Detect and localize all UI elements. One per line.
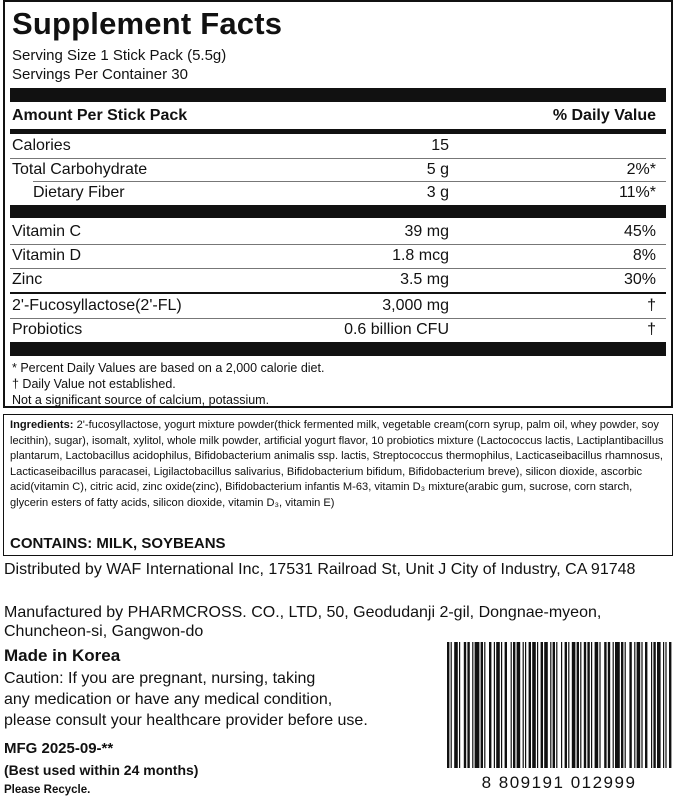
row-divider (33, 181, 666, 182)
barcode-bar (481, 642, 483, 768)
barcode-bar (653, 642, 655, 768)
serving-size: Serving Size 1 Stick Pack (5.5g) (12, 47, 227, 64)
nutrient-dv: 45% (623, 223, 656, 240)
barcode-bar (591, 642, 592, 768)
nutrient-name: Dietary Fiber (33, 184, 125, 201)
barcode-bar (580, 642, 581, 768)
barcode-bar (537, 642, 538, 768)
recycle-note: Please Recycle. (4, 784, 91, 796)
barcode-bar (641, 642, 642, 768)
caution-line: Caution: If you are pregnant, nursing, taking (4, 670, 316, 687)
panel-title: Supplement Facts (12, 6, 283, 41)
manufactured-by: Manufactured by PHARMCROSS. CO., LTD, 50, Geodudanji 2-gil, Dongnae-myeon, Chuncheon-si, Gangwon-do (4, 604, 602, 640)
nutrient-dv: 11%* (618, 184, 656, 201)
nutrient-name: Total Carbohydrate (12, 161, 148, 178)
barcode-bar (464, 642, 466, 768)
caution-line: please consult your healthcare provider before use. (4, 712, 368, 729)
row-divider (10, 158, 666, 159)
nutrient-amount: 3.5 mg (400, 271, 449, 288)
nutrient-amount: 5 g (426, 161, 449, 178)
supplement-facts-panel (3, 0, 673, 408)
nutrient-amount: 1.8 mcg (392, 247, 449, 264)
nutrient-name: 2'-Fucosyllactose(2'-FL) (12, 297, 182, 314)
barcode-bar (634, 642, 635, 768)
nutrient-dv: 2%* (626, 161, 656, 178)
barcode-bar (472, 642, 473, 768)
ingredients-label: Ingredients: (10, 419, 74, 431)
barcode-bar (625, 642, 626, 768)
barcode-digits: 8 809191 012999 (481, 773, 637, 792)
ingredients-text (10, 418, 665, 512)
barcode-bar (489, 642, 491, 768)
barcode-bar (556, 642, 557, 768)
allergen-contains: CONTAINS: MILK, SOYBEANS (10, 535, 226, 552)
barcode-bar (523, 642, 524, 768)
barcode-bar (651, 642, 652, 768)
barcode-bar (529, 642, 531, 768)
nutrient-amount: 3 g (426, 184, 449, 201)
barcode-bar (657, 642, 661, 768)
nutrient-amount: 3,000 mg (382, 297, 449, 314)
barcode-bar (572, 642, 576, 768)
nutrient-amount: 0.6 billion CFU (344, 321, 449, 338)
barcode-bar (665, 642, 666, 768)
distributed-by: Distributed by WAF International Inc, 17531 Railroad St, Unit J City of Industry, CA 91748 (4, 561, 636, 578)
caution-line: any medication or have any medical condition, (4, 691, 333, 708)
barcode-bar (511, 642, 512, 768)
header-daily-value: % Daily Value (552, 107, 656, 124)
barcode-bar (604, 642, 606, 768)
servings-per-container: Servings Per Container 30 (12, 66, 188, 83)
thick-divider (10, 342, 666, 356)
row-divider (10, 318, 666, 319)
barcode-bar (541, 642, 543, 768)
barcode-bar (587, 642, 589, 768)
nutrient-name: Calories (12, 137, 71, 154)
barcode-bar (565, 642, 567, 768)
barcode-bar (451, 642, 452, 768)
nutrient-name: Probiotics (12, 321, 83, 338)
barcode (444, 642, 674, 792)
row-divider (10, 292, 666, 294)
footnote-not-significant: Not a significant source of calcium, potassium. (12, 393, 270, 407)
barcode-bar (505, 642, 507, 768)
barcode-bar (467, 642, 469, 768)
barcode-bar (621, 642, 623, 768)
barcode-bar (577, 642, 579, 768)
footnote-dv-not-established: † Daily Value not established. (12, 377, 176, 391)
nutrient-name: Vitamin D (12, 247, 82, 264)
mfg-date: MFG 2025-09-** (4, 740, 114, 757)
medium-divider (10, 129, 666, 134)
barcode-bar (568, 642, 569, 768)
nutrient-dv: † (647, 321, 656, 338)
footnote-dv-basis: * Percent Daily Values are based on a 2,000 calorie diet. (12, 361, 325, 375)
nutrient-name: Vitamin C (12, 223, 82, 240)
barcode-bar (553, 642, 555, 768)
nutrient-name: Zinc (12, 271, 43, 288)
made-in: Made in Korea (4, 646, 121, 665)
barcode-bar (532, 642, 536, 768)
barcode-bar (484, 642, 485, 768)
barcode-bar (584, 642, 586, 768)
barcode-bar (475, 642, 480, 768)
barcode-bar (599, 642, 600, 768)
nutrient-dv: † (647, 297, 656, 314)
best-used: (Best used within 24 months) (4, 762, 199, 778)
barcode-bar (629, 642, 631, 768)
barcode-bar (513, 642, 515, 768)
row-divider (10, 244, 666, 245)
barcode-bar (663, 642, 664, 768)
barcode-bar (501, 642, 502, 768)
barcode-bar (669, 642, 671, 768)
barcode-bars (447, 642, 671, 768)
barcode-bar (645, 642, 647, 768)
barcode-bar (454, 642, 458, 768)
barcode-bar (637, 642, 641, 768)
nutrient-dv: 30% (623, 271, 656, 288)
barcode-bar (517, 642, 521, 768)
barcode-bar (613, 642, 614, 768)
thick-divider (10, 88, 666, 102)
barcode-bar (544, 642, 548, 768)
ingredients-box (3, 414, 673, 556)
barcode-bar (608, 642, 610, 768)
nutrient-amount: 39 mg (404, 223, 449, 240)
ingredients-list: 2'-fucosyllactose, yogurt mixture powder(thick fermented milk, vegetable cream(corn syrup, palm oil, whey powder, soy lecithin), sugar), isomalt, xylitol, whole milk powder, artificial yogurt flavor, 10 probiotics mixture (Lactococcus lactis, Lactiplantibacillus plantarum, Lactobacillus acidophilus, Bifidobacterium animalis ssp. lactis, Streptococcus thermophilus, Lacticaseibacillus rhamnosus, Lacticaseibacillus paracasei, Ligilactobacillus salivarius, Bifidobacterium bifidum, Bifidobacterium breve), silicon dioxide, ascorbic acid(vitamin C), citric acid, zinc oxide(zinc), Bifidobacterium infantis M-63, vitamin D₃ mixture(arabic gum, sucrose, corn starch, glycerin esters of fatty acids, silicon dioxide, vitamin D₃, vitamin E) (10, 419, 664, 509)
barcode-bar (459, 642, 460, 768)
barcode-bar (447, 642, 449, 768)
barcode-bar (496, 642, 500, 768)
barcode-bar (550, 642, 551, 768)
barcode-bar (595, 642, 599, 768)
barcode-bar (494, 642, 495, 768)
barcode-bar (615, 642, 620, 768)
header-amount: Amount Per Stick Pack (12, 107, 188, 124)
row-divider (10, 268, 666, 269)
barcode-bar (525, 642, 526, 768)
thick-divider (10, 205, 666, 218)
barcode-bar (561, 642, 562, 768)
nutrient-dv: 8% (632, 247, 656, 264)
nutrient-amount: 15 (431, 137, 449, 154)
